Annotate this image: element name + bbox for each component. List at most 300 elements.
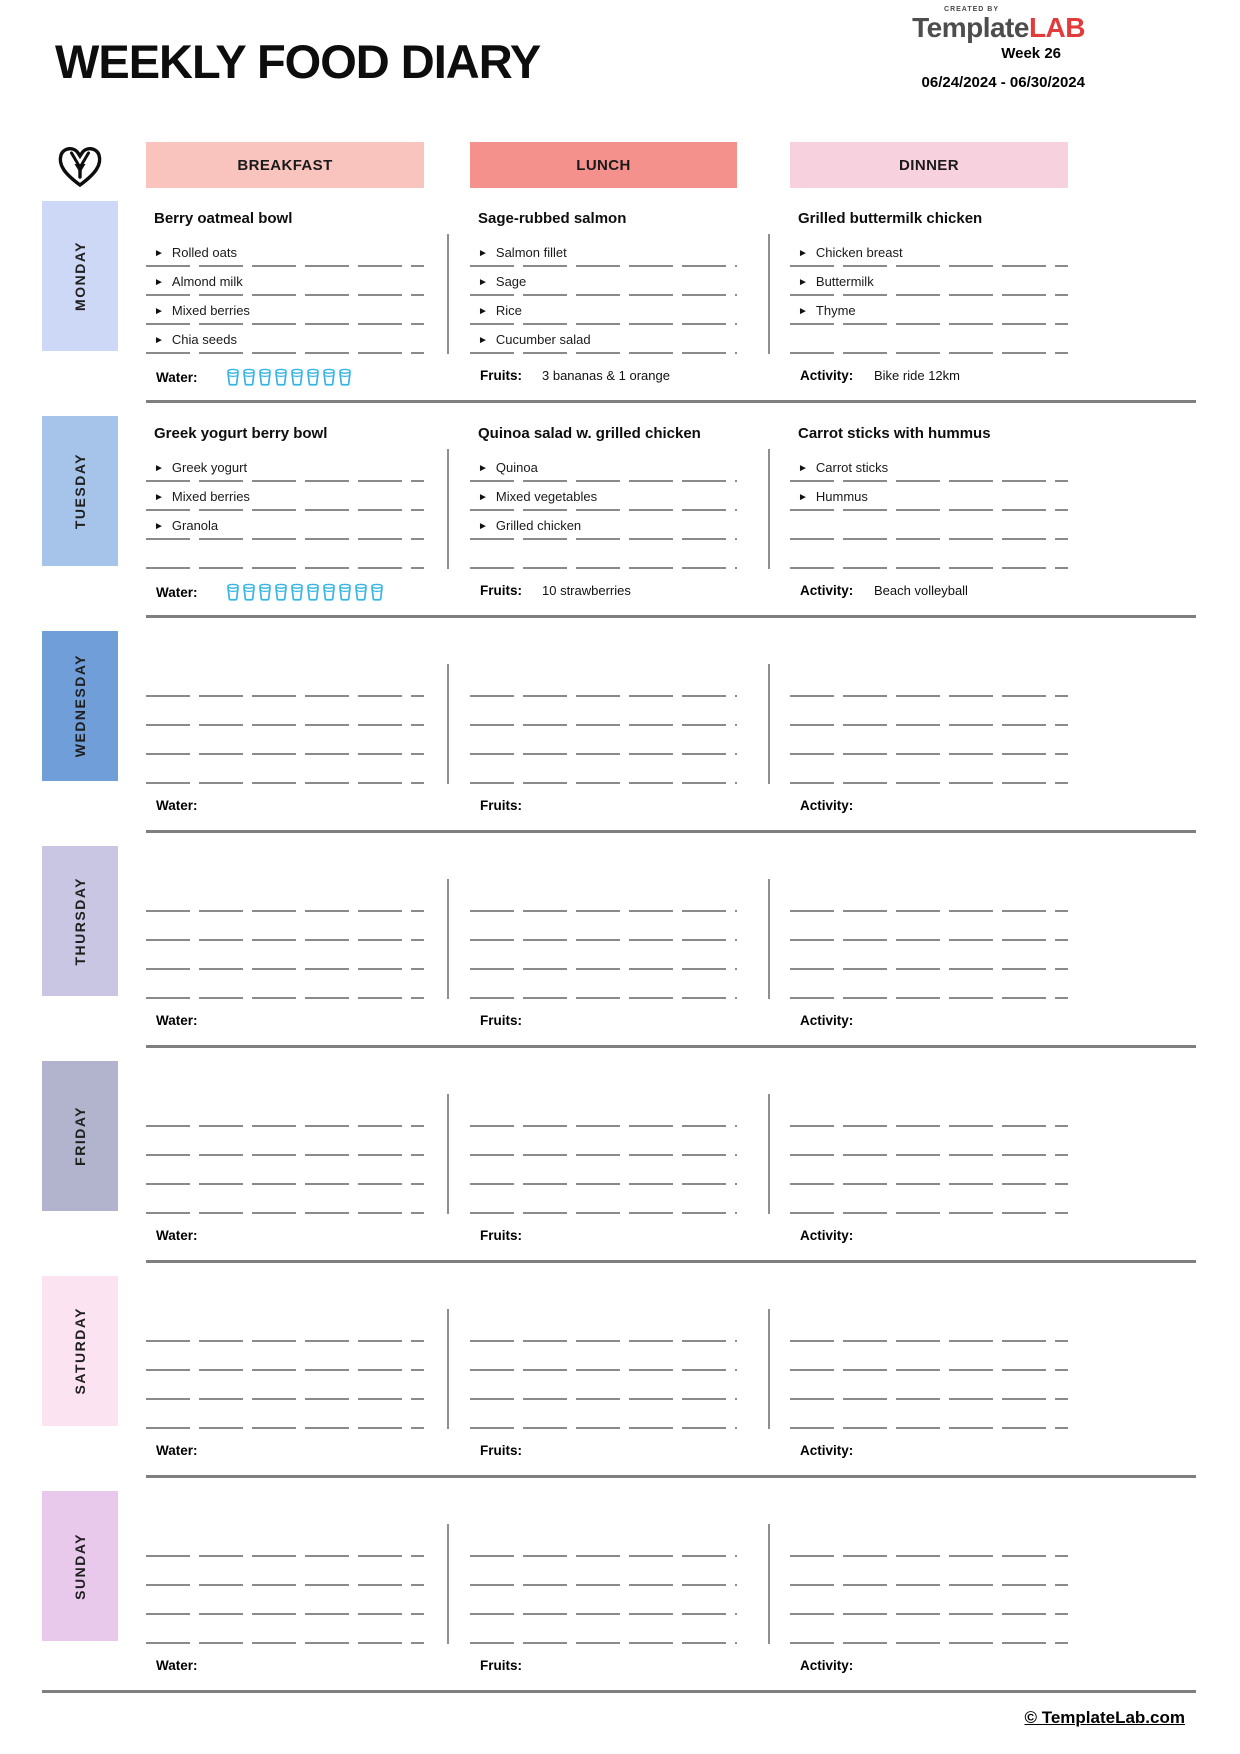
bullet-icon: ► bbox=[798, 463, 808, 474]
meal-item bbox=[790, 1185, 1068, 1214]
column-header-lunch: LUNCH bbox=[470, 142, 737, 188]
day-label-box bbox=[42, 1276, 118, 1426]
meal-item bbox=[470, 325, 737, 354]
column-divider bbox=[447, 879, 449, 999]
meal-item bbox=[146, 1313, 424, 1342]
meal-item bbox=[790, 238, 1068, 267]
water-cup-icon bbox=[322, 583, 336, 601]
meal-item bbox=[470, 238, 737, 267]
water-cup-icon bbox=[258, 583, 272, 601]
column-divider bbox=[447, 1309, 449, 1429]
meal-item bbox=[146, 325, 424, 354]
meal-item bbox=[790, 540, 1068, 569]
meal-item bbox=[790, 267, 1068, 296]
meal-item bbox=[470, 755, 737, 784]
day-label-box bbox=[42, 846, 118, 996]
meal-item bbox=[470, 1557, 737, 1586]
bullet-icon: ► bbox=[154, 521, 164, 532]
day-row bbox=[0, 618, 1240, 833]
column-divider bbox=[447, 664, 449, 784]
meal-item-line bbox=[790, 1212, 1068, 1214]
activity-label: Activity: bbox=[800, 1228, 854, 1243]
meal-item bbox=[470, 453, 737, 482]
meal-item bbox=[146, 726, 424, 755]
meal-item-text: Chicken breast bbox=[815, 245, 903, 260]
activity-row bbox=[800, 1013, 1068, 1028]
meal-column bbox=[470, 403, 737, 618]
meal-item bbox=[790, 697, 1068, 726]
water-label: Water: bbox=[156, 1658, 198, 1673]
day-row bbox=[0, 1478, 1240, 1693]
meal-column bbox=[470, 188, 737, 403]
meal-column bbox=[146, 1478, 424, 1693]
meal-item-text: Rolled oats bbox=[171, 245, 237, 260]
meal-items bbox=[790, 453, 1068, 569]
meal-item bbox=[470, 1098, 737, 1127]
meal-title: Greek yogurt berry bowl bbox=[154, 425, 328, 442]
meal-item bbox=[790, 1400, 1068, 1429]
meal-item bbox=[470, 726, 737, 755]
activity-row bbox=[800, 368, 1068, 383]
meal-column bbox=[790, 188, 1068, 403]
meal-item bbox=[146, 1342, 424, 1371]
meal-item-line bbox=[146, 567, 424, 569]
activity-row bbox=[800, 1443, 1068, 1458]
meal-item bbox=[790, 296, 1068, 325]
meal-item-line bbox=[146, 1427, 424, 1429]
column-divider bbox=[447, 1524, 449, 1644]
water-cup-icon bbox=[370, 583, 384, 601]
day-label-box bbox=[42, 631, 118, 781]
day-row bbox=[0, 1048, 1240, 1263]
meal-items bbox=[146, 668, 424, 784]
meal-item bbox=[146, 267, 424, 296]
column-divider bbox=[768, 449, 770, 569]
meal-item bbox=[790, 970, 1068, 999]
day-row bbox=[0, 833, 1240, 1048]
bullet-icon: ► bbox=[154, 248, 164, 259]
meal-item bbox=[470, 697, 737, 726]
templatelab-logo bbox=[765, 6, 1085, 91]
meal-item-line bbox=[790, 1642, 1068, 1644]
water-cup-icon bbox=[338, 583, 352, 601]
meal-items bbox=[470, 883, 737, 999]
meal-column bbox=[470, 833, 737, 1048]
meal-item bbox=[146, 941, 424, 970]
meal-item-text: Sage bbox=[495, 274, 527, 289]
water-cup-icon bbox=[306, 583, 320, 601]
water-cup-icon bbox=[338, 368, 352, 386]
meal-item bbox=[790, 1528, 1068, 1557]
meal-item bbox=[790, 1371, 1068, 1400]
meal-item bbox=[470, 511, 737, 540]
meal-column bbox=[470, 1048, 737, 1263]
meal-item bbox=[146, 1371, 424, 1400]
water-row bbox=[156, 368, 424, 386]
meal-item-text: Carrot sticks bbox=[815, 460, 889, 475]
column-divider bbox=[447, 449, 449, 569]
meal-column bbox=[146, 403, 424, 618]
meal-title: Grilled buttermilk chicken bbox=[798, 210, 983, 227]
column-divider bbox=[768, 879, 770, 999]
meal-item-text: Cucumber salad bbox=[495, 332, 591, 347]
meal-item bbox=[470, 1127, 737, 1156]
water-cup-icon bbox=[322, 368, 336, 386]
water-cup-icon bbox=[306, 368, 320, 386]
activity-label: Activity: bbox=[800, 798, 854, 813]
water-cup-icon bbox=[354, 583, 368, 601]
day-row bbox=[0, 188, 1240, 403]
meal-column bbox=[790, 1478, 1068, 1693]
meal-items bbox=[146, 1098, 424, 1214]
meal-column bbox=[470, 1478, 737, 1693]
bullet-icon: ► bbox=[478, 521, 488, 532]
meal-item bbox=[146, 755, 424, 784]
water-row bbox=[156, 1443, 424, 1458]
day-label: MONDAY bbox=[72, 241, 88, 311]
fruits-label: Fruits: bbox=[480, 798, 522, 813]
meal-item-text: Chia seeds bbox=[171, 332, 237, 347]
column-divider bbox=[768, 234, 770, 354]
meal-item bbox=[146, 1615, 424, 1644]
meal-item-line bbox=[146, 352, 424, 354]
day-label-box bbox=[42, 416, 118, 566]
meal-items bbox=[146, 238, 424, 354]
meal-item-line bbox=[470, 352, 737, 354]
meal-item bbox=[146, 1528, 424, 1557]
logo-template-text: Template bbox=[912, 12, 1029, 43]
meal-item bbox=[146, 1557, 424, 1586]
meal-items bbox=[470, 1528, 737, 1644]
logo-created-by: CREATED BY bbox=[944, 6, 999, 13]
meal-item bbox=[790, 1557, 1068, 1586]
meal-item bbox=[146, 1156, 424, 1185]
meal-title: Quinoa salad w. grilled chicken bbox=[478, 425, 701, 442]
fruits-value: 10 strawberries bbox=[542, 583, 631, 598]
fruits-value: 3 bananas & 1 orange bbox=[542, 368, 670, 383]
meal-column bbox=[790, 1263, 1068, 1478]
meal-item bbox=[790, 883, 1068, 912]
meal-item bbox=[470, 296, 737, 325]
water-label: Water: bbox=[156, 798, 198, 813]
logo-lab-text: LAB bbox=[1028, 12, 1085, 43]
column-header-breakfast: BREAKFAST bbox=[146, 142, 424, 188]
meal-item bbox=[146, 1127, 424, 1156]
water-label: Water: bbox=[156, 1228, 198, 1243]
water-cup-icon bbox=[290, 583, 304, 601]
meal-item-line bbox=[790, 997, 1068, 999]
meal-items bbox=[790, 883, 1068, 999]
day-rows bbox=[0, 188, 1240, 1693]
fruits-row bbox=[480, 368, 737, 383]
activity-row bbox=[800, 1228, 1068, 1243]
activity-row bbox=[800, 1658, 1068, 1673]
meal-item bbox=[146, 1185, 424, 1214]
meal-item-text: Grilled chicken bbox=[495, 518, 582, 533]
meal-item bbox=[146, 1400, 424, 1429]
bullet-icon: ► bbox=[478, 277, 488, 288]
meal-item-line bbox=[146, 782, 424, 784]
day-label: WEDNESDAY bbox=[72, 654, 88, 758]
meal-item-line bbox=[146, 997, 424, 999]
meal-item bbox=[146, 883, 424, 912]
meal-item-line bbox=[146, 1642, 424, 1644]
meal-item-line bbox=[790, 352, 1068, 354]
water-cup-icon bbox=[226, 583, 240, 601]
meal-item-text: Almond milk bbox=[171, 274, 243, 289]
meal-column bbox=[470, 1263, 737, 1478]
meal-column bbox=[146, 188, 424, 403]
meal-column bbox=[146, 1048, 424, 1263]
meal-items bbox=[146, 1313, 424, 1429]
meal-item-line bbox=[470, 1212, 737, 1214]
meal-item bbox=[146, 1098, 424, 1127]
water-row bbox=[156, 1658, 424, 1673]
logo-wordmark bbox=[765, 13, 1085, 43]
meal-title: Sage-rubbed salmon bbox=[478, 210, 627, 227]
meal-item bbox=[790, 1098, 1068, 1127]
templatelab-footer-link[interactable]: © TemplateLab.com bbox=[1024, 1708, 1185, 1727]
column-divider bbox=[768, 1524, 770, 1644]
meal-column bbox=[146, 1263, 424, 1478]
footer-divider bbox=[42, 1690, 1196, 1693]
column-divider bbox=[768, 664, 770, 784]
water-cup-icon bbox=[290, 368, 304, 386]
activity-label: Activity: bbox=[800, 1013, 854, 1028]
fruits-label: Fruits: bbox=[480, 1443, 522, 1458]
water-row bbox=[156, 583, 424, 601]
activity-label: Activity: bbox=[800, 583, 854, 598]
meal-item bbox=[470, 668, 737, 697]
meal-item-line bbox=[470, 997, 737, 999]
water-row bbox=[156, 1228, 424, 1243]
activity-label: Activity: bbox=[800, 1658, 854, 1673]
fruits-label: Fruits: bbox=[480, 368, 522, 383]
meal-items bbox=[470, 238, 737, 354]
fruits-row bbox=[480, 1443, 737, 1458]
meal-item bbox=[470, 1400, 737, 1429]
meal-items bbox=[470, 668, 737, 784]
meal-item bbox=[790, 453, 1068, 482]
fruits-label: Fruits: bbox=[480, 1658, 522, 1673]
meal-item bbox=[470, 970, 737, 999]
meal-item bbox=[146, 697, 424, 726]
meal-item bbox=[790, 482, 1068, 511]
meal-column bbox=[146, 618, 424, 833]
bullet-icon: ► bbox=[154, 335, 164, 346]
meal-item bbox=[146, 1586, 424, 1615]
meal-item-text: Hummus bbox=[815, 489, 868, 504]
activity-row bbox=[800, 583, 1068, 598]
day-label: SUNDAY bbox=[72, 1532, 88, 1600]
day-label: THURSDAY bbox=[72, 876, 88, 966]
fruits-label: Fruits: bbox=[480, 1013, 522, 1028]
bullet-icon: ► bbox=[154, 277, 164, 288]
bullet-icon: ► bbox=[798, 492, 808, 503]
meal-item-line bbox=[470, 1427, 737, 1429]
meal-item-line bbox=[470, 1642, 737, 1644]
bullet-icon: ► bbox=[154, 306, 164, 317]
bullet-icon: ► bbox=[154, 492, 164, 503]
meal-items bbox=[790, 1313, 1068, 1429]
meal-item bbox=[470, 1528, 737, 1557]
meal-item bbox=[470, 1371, 737, 1400]
meal-item bbox=[470, 540, 737, 569]
meal-item-line bbox=[146, 1212, 424, 1214]
activity-label: Activity: bbox=[800, 1443, 854, 1458]
day-row bbox=[0, 403, 1240, 618]
water-row bbox=[156, 798, 424, 813]
water-label: Water: bbox=[156, 1013, 198, 1028]
meal-items bbox=[790, 238, 1068, 354]
bullet-icon: ► bbox=[478, 463, 488, 474]
meal-item-line bbox=[790, 1427, 1068, 1429]
meal-items bbox=[146, 453, 424, 569]
meal-item-text: Mixed berries bbox=[171, 303, 250, 318]
meal-items bbox=[146, 1528, 424, 1644]
bullet-icon: ► bbox=[798, 306, 808, 317]
meal-item bbox=[146, 540, 424, 569]
meal-item-line bbox=[470, 782, 737, 784]
meal-item bbox=[790, 1342, 1068, 1371]
day-label-box bbox=[42, 201, 118, 351]
meal-item bbox=[470, 482, 737, 511]
meal-item-text: Greek yogurt bbox=[171, 460, 248, 475]
bullet-icon: ► bbox=[154, 463, 164, 474]
meal-items bbox=[470, 453, 737, 569]
meal-item bbox=[470, 1615, 737, 1644]
water-cup-icon bbox=[274, 368, 288, 386]
fruits-label: Fruits: bbox=[480, 1228, 522, 1243]
meal-item bbox=[790, 726, 1068, 755]
water-cup-icon bbox=[242, 583, 256, 601]
water-cup-icon bbox=[258, 368, 272, 386]
water-cup-icon bbox=[242, 368, 256, 386]
meal-column bbox=[790, 1048, 1068, 1263]
activity-row bbox=[800, 798, 1068, 813]
week-label: Week 26 bbox=[1001, 45, 1061, 62]
day-label: FRIDAY bbox=[72, 1106, 88, 1166]
meal-items bbox=[470, 1313, 737, 1429]
fruits-row bbox=[480, 798, 737, 813]
meal-item bbox=[146, 668, 424, 697]
meal-items bbox=[790, 1528, 1068, 1644]
meal-items bbox=[470, 1098, 737, 1214]
meal-item-line bbox=[790, 782, 1068, 784]
column-divider bbox=[768, 1309, 770, 1429]
bullet-icon: ► bbox=[478, 248, 488, 259]
fruits-row bbox=[480, 1228, 737, 1243]
water-row bbox=[156, 1013, 424, 1028]
meal-item bbox=[470, 1586, 737, 1615]
meal-item bbox=[790, 668, 1068, 697]
date-range: 06/24/2024 - 06/30/2024 bbox=[921, 74, 1085, 91]
water-label: Water: bbox=[156, 369, 198, 385]
meal-item bbox=[470, 883, 737, 912]
column-header-dinner: DINNER bbox=[790, 142, 1068, 188]
water-cups bbox=[226, 583, 384, 601]
meal-item bbox=[146, 238, 424, 267]
meal-item bbox=[146, 482, 424, 511]
bullet-icon: ► bbox=[478, 335, 488, 346]
meal-items bbox=[146, 883, 424, 999]
page-title: WEEKLY FOOD DIARY bbox=[55, 35, 541, 88]
bullet-icon: ► bbox=[478, 492, 488, 503]
column-divider bbox=[768, 1094, 770, 1214]
meal-column bbox=[146, 833, 424, 1048]
meal-item bbox=[790, 912, 1068, 941]
fruits-label: Fruits: bbox=[480, 583, 522, 598]
meal-item-text: Mixed berries bbox=[171, 489, 250, 504]
meal-item bbox=[790, 325, 1068, 354]
day-label: TUESDAY bbox=[72, 452, 88, 530]
meal-title: Carrot sticks with hummus bbox=[798, 425, 991, 442]
day-label-box bbox=[42, 1491, 118, 1641]
meal-item bbox=[470, 1313, 737, 1342]
activity-value: Beach volleyball bbox=[874, 583, 968, 598]
meal-item bbox=[790, 1127, 1068, 1156]
meal-item bbox=[790, 1586, 1068, 1615]
meal-item bbox=[790, 941, 1068, 970]
meal-title: Berry oatmeal bowl bbox=[154, 210, 293, 227]
fruits-row bbox=[480, 583, 737, 598]
column-divider bbox=[447, 1094, 449, 1214]
meal-item-text: Buttermilk bbox=[815, 274, 874, 289]
day-row bbox=[0, 1263, 1240, 1478]
meal-item bbox=[146, 511, 424, 540]
meal-item bbox=[470, 267, 737, 296]
bullet-icon: ► bbox=[798, 248, 808, 259]
meal-item-text: Salmon fillet bbox=[495, 245, 567, 260]
meal-item bbox=[470, 1342, 737, 1371]
meal-column bbox=[790, 833, 1068, 1048]
meal-item bbox=[790, 1615, 1068, 1644]
day-label-box bbox=[42, 1061, 118, 1211]
meal-item bbox=[470, 1185, 737, 1214]
meal-item bbox=[790, 1313, 1068, 1342]
day-label: SATURDAY bbox=[72, 1307, 88, 1395]
meal-item-text: Rice bbox=[495, 303, 522, 318]
meal-item-line bbox=[790, 567, 1068, 569]
meal-item bbox=[146, 970, 424, 999]
meal-item bbox=[790, 511, 1068, 540]
meal-item-line bbox=[470, 567, 737, 569]
activity-value: Bike ride 12km bbox=[874, 368, 960, 383]
heart-cutlery-icon bbox=[54, 142, 106, 188]
bullet-icon: ► bbox=[798, 277, 808, 288]
meal-item bbox=[790, 755, 1068, 784]
water-cup-icon bbox=[226, 368, 240, 386]
bullet-icon: ► bbox=[478, 306, 488, 317]
meal-column bbox=[470, 618, 737, 833]
meal-item bbox=[146, 296, 424, 325]
water-cup-icon bbox=[274, 583, 288, 601]
meal-column bbox=[790, 403, 1068, 618]
meal-item bbox=[470, 912, 737, 941]
meal-item bbox=[790, 1156, 1068, 1185]
meal-items bbox=[790, 668, 1068, 784]
meal-item-text: Thyme bbox=[815, 303, 856, 318]
column-divider bbox=[447, 234, 449, 354]
meal-item bbox=[146, 912, 424, 941]
activity-label: Activity: bbox=[800, 368, 854, 383]
meal-item-text: Quinoa bbox=[495, 460, 538, 475]
meal-item-text: Mixed vegetables bbox=[495, 489, 598, 504]
meal-item-text: Granola bbox=[171, 518, 219, 533]
fruits-row bbox=[480, 1658, 737, 1673]
meal-item bbox=[470, 941, 737, 970]
meal-items bbox=[790, 1098, 1068, 1214]
